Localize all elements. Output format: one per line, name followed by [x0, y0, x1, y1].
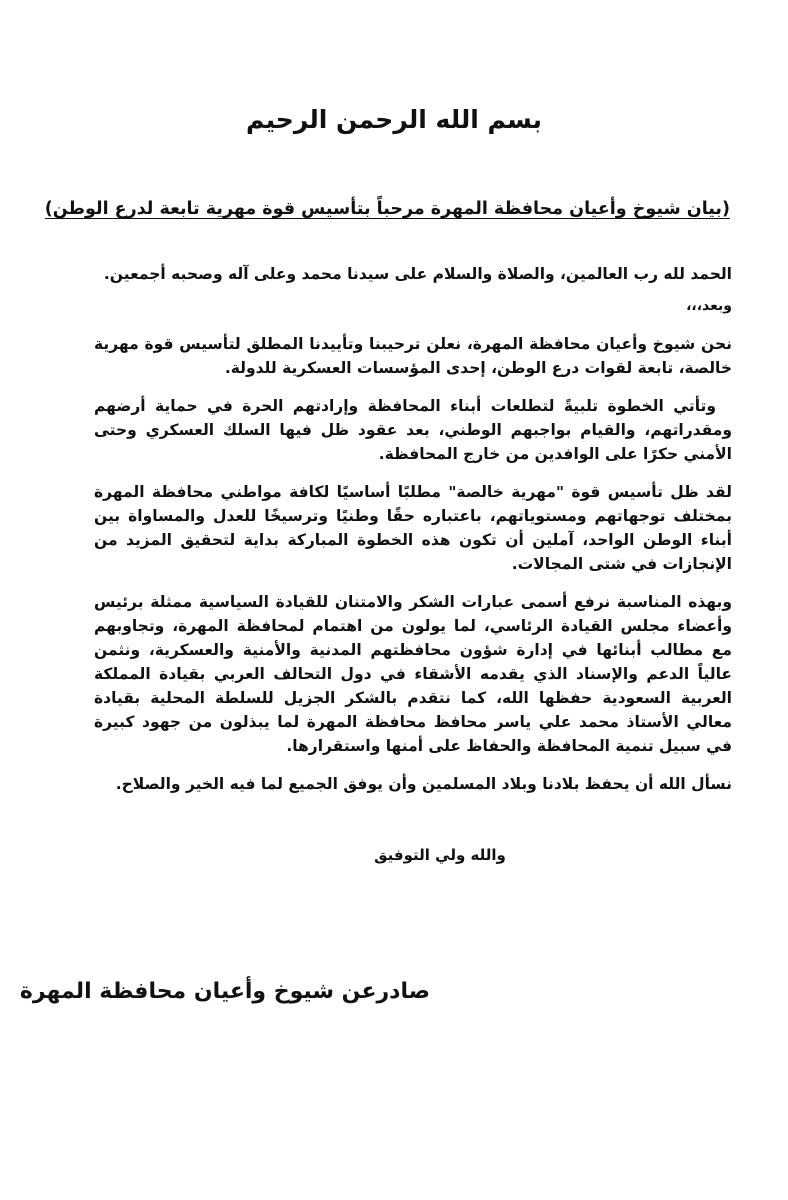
opening-line: الحمد لله رب العالمين، والصلاة والسلام على سيدنا محمد وعلى آله وصحبه أجمعين.: [103, 265, 732, 283]
closing-line: والله ولي التوفيق: [374, 846, 506, 864]
paragraph-welcome: نحن شيوخ وأعيان محافظة المهرة، نعلن ترحيبنا وتأييدنا المطلق لتأسيس قوة مهرية خالصة، تابعة لقوات درع الوطن، إحدى المؤسسات العسكرية للدولة.: [94, 335, 732, 377]
wabad-line: وبعد،،،: [686, 298, 732, 314]
paragraph-aspirations: وتأتي الخطوة تلبيةً لتطلعات أبناء المحافظة وإرادتهم الحرة في حماية أرضهم ومقدراتهم، والقيام بواجبهم الوطني، بعد عقود ظل فيها السلك العسكري وحتى الأمني حكرًا على الوافدين من خارج المحافظة.: [94, 397, 732, 463]
paragraph-prayer: نسأل الله أن يحفظ بلادنا وبلاد المسلمين وأن يوفق الجميع لما فيه الخير والصلاح.: [115, 775, 732, 793]
paragraph-thanks: وبهذه المناسبة نرفع أسمى عبارات الشكر والامتنان للقيادة السياسية ممثلة برئيس وأعضاء مجلس القيادة الرئاسي، لما يولون من اهتمام لمحافظة المهرة، وتجاوبهم مع مطالب أبنائها في إدارة شؤون محافظتهم المدنية والأمنية والعسكرية، ونثمن عالياً الدعم والإسناد الذي يقدمه الأشقاء في دول التحالف العربي بقيادة المملكة العربية السعودية حفظها الله، كما نتقدم بالشكر الجزيل للسلطة المحلية بقيادة معالي الأستاذ محمد علي ياسر محافظ محافظة المهرة لما يبذلون من جهود كبيرة في سبيل تنمية المحافظة والحفاظ على أمنها واستقرارها.: [94, 593, 732, 755]
statement-body: [94, 262, 732, 810]
paragraph-demand: لقد ظل تأسيس قوة "مهرية خالصة" مطلبًا أساسيًا لكافة مواطني محافظة المهرة بمختلف توجهاتهم ومستوياتهم، باعتباره حقًا وطنيًا وترسيخًا للعدل والمساواة بين أبناء الوطن الواحد، آملين أن تكون هذه الخطوة المباركة بداية لتحقيق المزيد من الإنجازات في شتى المجالات.: [94, 483, 732, 573]
basmala-heading: بسم الله الرحمن الرحيم: [246, 105, 542, 134]
statement-title: (بيان شيوخ وأعيان محافظة المهرة مرحباً بتأسيس قوة مهرية تابعة لدرع الوطن): [44, 199, 730, 219]
issuer-signature: صادرعن شيوخ وأعيان محافظة المهرة: [19, 979, 430, 1004]
